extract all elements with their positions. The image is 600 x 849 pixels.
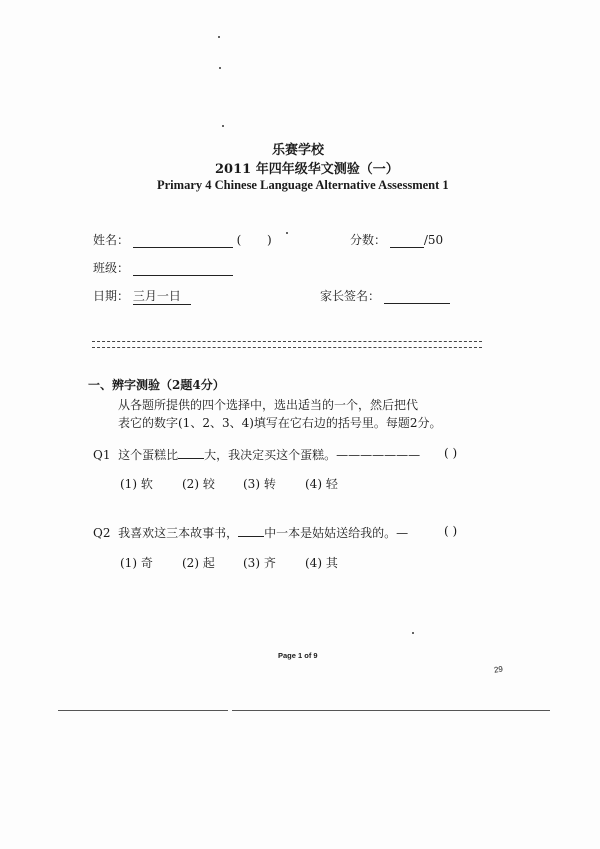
option-3: (3) 转 <box>243 477 276 491</box>
answer-bracket[interactable]: ( ) <box>444 446 458 460</box>
name-blank[interactable] <box>133 235 233 248</box>
class-label: 班级： <box>93 261 130 275</box>
scan-speck <box>219 67 221 69</box>
answer-bracket[interactable]: ( ) <box>444 524 458 538</box>
option-1: (1) 奇 <box>120 556 153 570</box>
option-2: (2) 较 <box>182 477 215 491</box>
parent-sign-label: 家长签名： <box>320 289 381 303</box>
option-1: (1) 软 <box>120 477 153 491</box>
instruction-line-1: 从各题所提供的四个选择中，选出适当的一个，然后把代 <box>118 398 419 412</box>
answer-blank[interactable] <box>178 447 204 459</box>
school-name: 乐赛学校 <box>272 143 325 158</box>
bottom-rule-right <box>232 710 550 711</box>
question-2 <box>93 524 408 541</box>
double-dashed-divider <box>92 341 482 348</box>
scan-speck <box>218 36 220 38</box>
score-field <box>350 231 443 248</box>
question-text-before: 我喜欢这三本故事书， <box>118 526 239 540</box>
score-label: 分数： <box>350 233 387 247</box>
question-number: Q2 <box>93 526 111 540</box>
question-text-after: 中一本是姑姑送给我的。— <box>264 526 409 540</box>
name-paren-open: ( <box>236 233 242 247</box>
handwritten-mark: 29 <box>493 664 504 675</box>
bottom-rule-left <box>58 710 228 711</box>
option-3: (3) 齐 <box>243 556 276 570</box>
score-total: /50 <box>423 233 444 247</box>
scan-speck <box>222 125 224 127</box>
name-paren-close: ) <box>267 233 272 247</box>
date-field <box>93 287 191 305</box>
date-value: 三月一日 <box>133 287 191 305</box>
scan-speck <box>286 232 288 234</box>
exam-title-cn: 2011 年四年级华文测验（一） <box>215 162 399 177</box>
question-number: Q1 <box>93 448 111 462</box>
option-2: (2) 起 <box>182 556 215 570</box>
answer-blank[interactable] <box>238 525 264 537</box>
class-field <box>93 259 233 276</box>
section-heading: 一、辨字测验（2题4分） <box>88 378 225 392</box>
date-label: 日期： <box>93 289 130 303</box>
page-number: Page 1 of 9 <box>278 651 318 660</box>
question-text-before: 这个蛋糕比 <box>118 448 179 462</box>
instruction-line-2: 表它的数字(1、2、3、4)填写在它右边的括号里。每题2分。 <box>118 416 442 430</box>
class-number-blank[interactable] <box>245 236 263 248</box>
name-field <box>93 231 272 248</box>
option-4: (4) 轻 <box>305 477 338 491</box>
exam-title-en: Primary 4 Chinese Language Alternative Assessment 1 <box>157 178 449 192</box>
parent-signature-field <box>320 287 450 304</box>
class-blank[interactable] <box>133 263 233 276</box>
parent-sign-blank[interactable] <box>384 291 450 304</box>
option-4: (4) 其 <box>305 556 338 570</box>
question-1 <box>93 446 420 463</box>
scan-speck <box>412 632 414 634</box>
question-text-after: 大，我决定买这个蛋糕。——————— <box>204 448 421 462</box>
score-blank[interactable] <box>390 235 424 248</box>
name-label: 姓名： <box>93 233 130 247</box>
